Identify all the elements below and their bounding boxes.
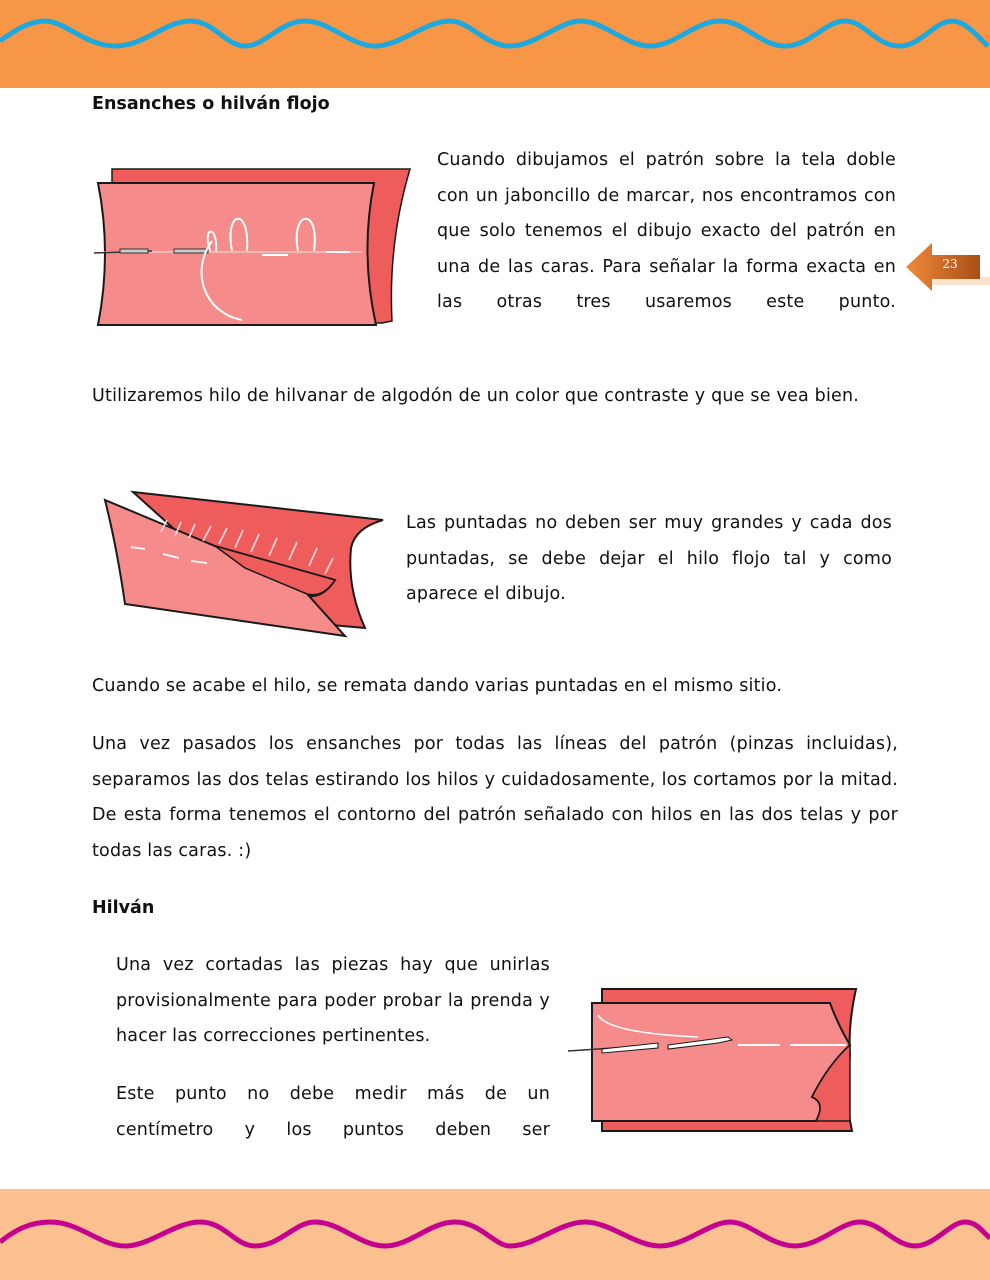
paragraph-hilvan-2: Este punto no debe medir más de un centímetro y los puntos deben ser	[116, 1084, 550, 1140]
header-wave-decoration	[0, 12, 990, 52]
footer-wave-decoration	[0, 1218, 990, 1254]
paragraph-separate: Una vez pasados los ensanches por todas las líneas del patrón (pinzas incluidas), separamos las dos telas estirando los hilos y cuidadosamente, los cortamos por la mitad. De esta forma tenemos el contorno del patrón señalado con hilos en las dos telas y por todas las caras. :)	[92, 734, 898, 861]
section-heading-hilvan: Hilván	[92, 898, 155, 918]
paragraph-intro: Cuando dibujamos el patrón sobre la tela doble con un jaboncillo de marcar, nos encontramos con que solo tenemos el dibujo exacto del patrón en una de las caras. Para señalar la forma exacta en las otras tres usaremos este punto.	[437, 150, 896, 312]
illustration-separated-fabrics	[95, 478, 390, 643]
illustration-basting-with-needle	[568, 985, 860, 1135]
paragraph-finish: Cuando se acabe el hilo, se remata dando varias puntadas en el mismo sitio.	[92, 676, 783, 696]
paragraph-thread: Utilizaremos hilo de hilvanar de algodón de un color que contraste y que se vea bien.	[92, 386, 860, 406]
section-heading-ensanches: Ensanches o hilván flojo	[92, 94, 330, 114]
paragraph-stitches: Las puntadas no deben ser muy grandes y cada dos puntadas, se debe dejar el hilo flojo tal y como aparece el dibujo.	[406, 513, 892, 604]
paragraph-hilvan-1: Una vez cortadas las piezas hay que unirlas provisionalmente para poder probar la prenda y hacer las correcciones pertinentes.	[116, 955, 550, 1046]
page-number: 23	[942, 257, 958, 271]
illustration-loose-basting	[92, 163, 412, 333]
